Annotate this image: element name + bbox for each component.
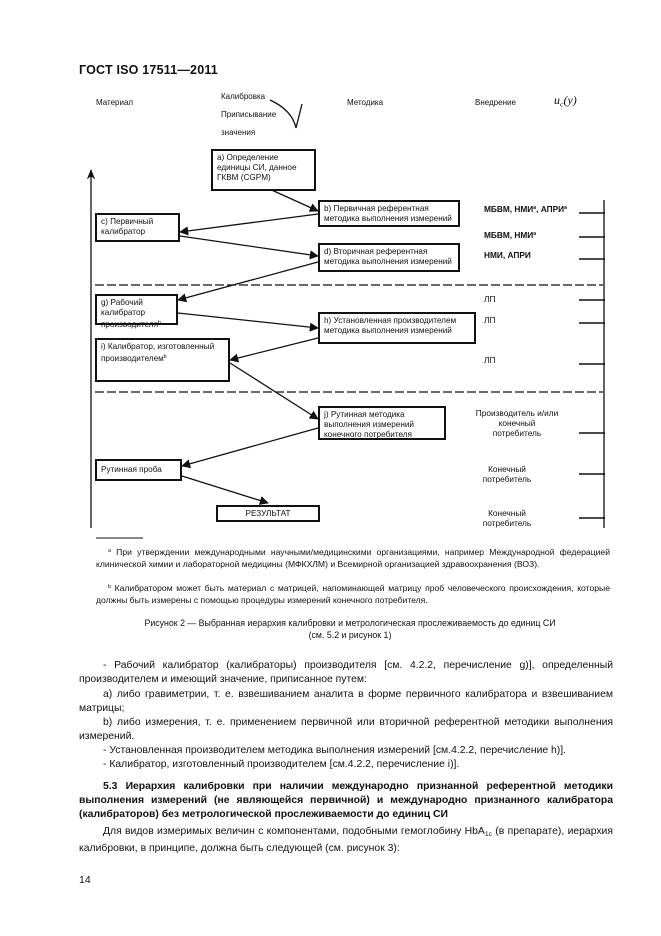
uncertainty-sub: c xyxy=(560,99,564,109)
column-calibration-line3: значения xyxy=(221,128,256,137)
section-heading-5-3 xyxy=(79,780,613,822)
header-curve-arrow xyxy=(270,100,302,128)
column-method: Методика xyxy=(347,98,384,107)
level-label-6: ЛП xyxy=(484,355,496,365)
box-j-routine-method: j) Рутинная методика выполнения измерений конечного потребителя xyxy=(318,406,446,440)
arrow-c-to-d xyxy=(180,236,318,256)
box-d-secondary-reference-method: d) Вторичная референтная методика выполнения измерений xyxy=(318,243,460,272)
arrow-g-to-h xyxy=(178,313,318,328)
box-g-text: g) Рабочий калибратор производителя xyxy=(101,298,158,329)
figure-caption-line2: (см. 5.2 и рисунок 1) xyxy=(308,630,392,640)
footnote-a-text: При утверждении международными научными/медицинскими организациями, например Международной федерацией клинической химии и лабораторной медицины (МФКХЛМ) и Всемирной организацией здравоохранения (ВОЗ). xyxy=(96,546,610,569)
footnote-b xyxy=(96,581,610,606)
section-number: 5.3 xyxy=(103,781,118,792)
box-g-working-calibrator xyxy=(95,294,178,329)
column-calibration-line2: Приписывание xyxy=(221,110,277,119)
level-label-8: Конечный потребитель xyxy=(482,464,532,484)
arrow-d-to-g xyxy=(178,262,318,300)
paragraph-measurement: b) либо измерения, т. е. применением первичной или вторичной референтной методики выполнения измерений. xyxy=(79,717,613,742)
section-title: Иерархия калибровки при наличии международно признанной референтной методики выполнения измерений (не являющейся первичной) и международно признанного калибратора (калибраторов) без метрологической прослеживаемости до единиц СИ xyxy=(79,781,613,820)
level-label-5: ЛП xyxy=(484,315,496,325)
footnote-b-mark: b xyxy=(108,584,111,590)
paragraph-hba1c xyxy=(79,825,613,856)
paragraph-hba1c-text-a: Для видов измеримых величин с компонентами, подобными гемоглобину HbA xyxy=(103,826,485,837)
box-a-si-definition: a) Определение единицы СИ, данное ГКВМ (CGPM) xyxy=(211,149,316,191)
box-i-footnote-mark: b xyxy=(163,354,167,360)
box-h-manufacturer-method: h) Установленная производителем методика выполнения измерений xyxy=(318,312,476,344)
arrow-j-to-routine xyxy=(182,428,318,466)
figure-caption-line1: Рисунок 2 — Выбранная иерархия калибровки и метрологическая прослеживаемость до единиц СИ xyxy=(144,618,556,628)
level-label-1-mid: , АПРИ xyxy=(536,203,565,214)
box-i-text: i) Калибратор, изготовленный производителем xyxy=(101,342,215,363)
paragraph-working-calibrator: - Рабочий калибратор (калибраторы) производителя [см. 4.2.2, перечисление g)], определенный производителем и имеющий значение, приписанное путем: xyxy=(79,660,613,685)
level-label-1 xyxy=(484,203,567,214)
paragraph-manufacturer-calibrator: - Калибратор, изготовленный производителем [см.4.2.2, перечисление i)]. xyxy=(103,759,460,770)
level-label-1-sup2: a xyxy=(564,205,567,211)
document-header: ГОСТ ISO 17511—2011 xyxy=(79,63,218,77)
box-result: РЕЗУЛЬТАТ xyxy=(216,505,320,522)
uncertainty-u: u xyxy=(554,93,560,107)
page-number: 14 xyxy=(79,874,91,886)
level-label-2 xyxy=(484,229,536,240)
level-label-1-sup1: a xyxy=(533,205,537,211)
figure-caption xyxy=(80,617,620,641)
level-label-3: НМИ, АПРИ xyxy=(484,250,531,260)
box-routine-sample: Рутинная проба xyxy=(95,459,182,481)
paragraph-manufacturer-method: - Установленная производителем методика выполнения измерений [см.4.2.2, перечисление h)]. xyxy=(103,745,567,756)
level-label-2-sup: a xyxy=(533,231,537,237)
paragraph-gravimetry: а) либо гравиметрии, т. е. взвешиванием аналита в форме первичного калибратора и взвешиванием матрицы; xyxy=(79,689,613,714)
paragraph-hba1c-sub: 1c xyxy=(484,831,492,839)
column-implementation: Внедрение xyxy=(475,98,516,107)
column-calibration-line1: Калибровка xyxy=(221,92,266,101)
level-label-7: Производитель и/или конечный потребитель xyxy=(475,408,559,438)
column-material: Материал xyxy=(96,98,134,107)
uncertainty-y: (y) xyxy=(563,93,577,107)
footnote-b-text: Калибратором может быть материал с матрицей, напоминающей матрицу проб человеческого происхождения, которые должны быть измерены с помощью процедуры измерений конечного потребителя. xyxy=(96,582,611,605)
arrow-i-to-j xyxy=(230,363,318,419)
paragraph-hba1c-text-b: (в препарате), иерархия калибровки, в принципе, должна быть следующей (см. рисунок 3): xyxy=(79,826,613,855)
level-label-4: ЛП xyxy=(484,294,496,304)
level-label-2-text: МБВМ, НМИ xyxy=(484,229,534,240)
box-g-footnote-mark: b xyxy=(158,320,161,326)
footnote-a-mark: a xyxy=(108,548,111,554)
arrow-routine-to-result xyxy=(182,476,268,503)
arrow-h-to-i xyxy=(230,338,318,360)
right-scale-ticks xyxy=(579,213,605,518)
arrow-b-to-c xyxy=(180,214,318,232)
footnote-a xyxy=(96,545,610,570)
level-label-9: Конечный потребитель xyxy=(482,508,532,528)
box-i-manufacturer-calibrator xyxy=(95,338,230,382)
box-b-primary-reference-method: b) Первичная референтная методика выполнения измерений xyxy=(318,200,460,227)
box-c-primary-calibrator: c) Первичный калибратор xyxy=(95,213,180,242)
level-label-1-text: МБВМ, НМИ xyxy=(484,203,534,214)
